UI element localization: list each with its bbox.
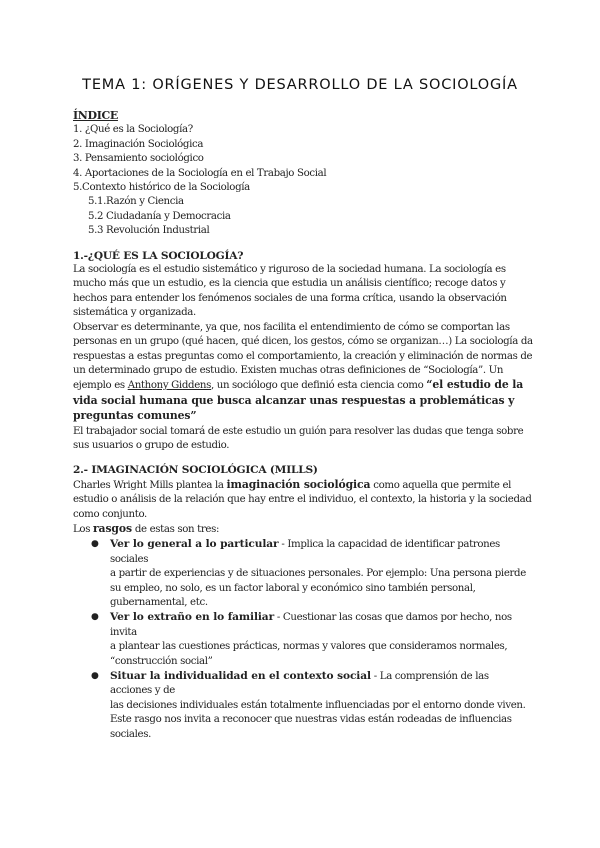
bullet-icon: ● [91, 539, 99, 550]
index-subitem: 5.2 Ciudadanía y Democracia [88, 210, 231, 222]
bullet-icon: ● [91, 671, 99, 682]
paragraph-text: como aquella que permite el estudio o análisis de la relación que hay entre el individuo, el contexto, la historia y la sociedad como conjunto. [73, 479, 532, 520]
bullet-first-line [110, 669, 533, 699]
section-1-paragraph-3: El trabajador social tomará de este estudio un guión para resolver las dudas que tenga sobre sus usuarios o grupo de estudio. [73, 425, 524, 451]
paragraph-text: de estas son tres: [131, 523, 220, 535]
bullet-text: - Cuestionar las cosas que damos por hecho, nos invita [110, 612, 512, 638]
index-item: 2. Imaginación Sociológica [73, 138, 204, 150]
paragraph-text: Observar es determinante, ya que, nos facilita el entendimiento de cómo se comportan las personas en un grupo (qué hacen, qué dicen, los gestos, cómo se organizan…) La sociología da respuestas a estas preguntas como el comportamiento, la creación y eliminación de normas de un determinado grupo de estudio. Existen muchas otras definiciones de “Sociología”. Un ejemplo es [73, 321, 533, 392]
bullet-title: Ver lo general a lo particular [110, 538, 279, 551]
index-item: 5.Contexto histórico de la Sociología [73, 182, 250, 194]
section-2-heading: 2.- IMAGINACIÓN SOCIOLÓGICA (MILLS) [73, 464, 318, 477]
bullet-text: - Implica la capacidad de identificar patrones sociales [110, 539, 500, 565]
definition-quote: “el estudio de la vida social humana que busca alcanzar unas respuestas a problemáticas y preguntas comunes” [73, 378, 524, 423]
giddens-link[interactable]: Anthony Giddens [127, 380, 211, 392]
bullet-continuation: Este rasgo nos invita a reconocer que nuestras vidas están rodeadas de influencias sociales. [110, 714, 512, 740]
list-item [73, 537, 533, 610]
section-1-paragraph-1: La sociología es el estudio sistemático y riguroso de la sociedad humana. La sociología es mucho más que un estudio, es la ciencia que estudia un análisis científico; recoge datos y hechos para entender los fenómenos sociales de una forma crítica, usando la observación sistemática y organizada. [73, 264, 507, 319]
traits-list [73, 537, 533, 742]
index-item: 4. Aportaciones de la Sociología en el Trabajo Social [73, 167, 327, 179]
key-term: rasgos [92, 521, 132, 535]
paragraph-text: Los [73, 523, 93, 535]
document-title: TEMA 1: ORÍGENES Y DESARROLLO DE LA SOCIOLOGÍA [82, 77, 518, 93]
index-subitem: 5.3 Revolución Industrial [88, 225, 210, 237]
bullet-text: - La comprensión de las acciones y de [110, 671, 489, 697]
bullet-first-line [110, 610, 533, 640]
bullet-icon: ● [91, 612, 99, 623]
paragraph-text: , un sociólogo que definió esta ciencia como [210, 380, 427, 392]
bullet-title: Ver lo extraño en lo familiar [110, 611, 275, 624]
index-subitem: 5.1.Razón y Ciencia [88, 196, 184, 208]
bullet-title: Situar la individualidad en el contexto social [110, 670, 371, 683]
bullet-continuation: a partir de experiencias y de situaciones personales. Por ejemplo: Una persona pierde su empleo, no solo, es un factor laboral y económico sino también personal, gubernamental, etc. [110, 568, 526, 608]
key-term: imaginación sociológica [226, 477, 371, 491]
index-item: 1. ¿Qué es la Sociología? [73, 124, 193, 136]
list-item [73, 669, 533, 742]
bullet-continuation: a plantear las cuestiones prácticas, normas y valores que consideramos normales, “construcción social” [110, 641, 508, 667]
section-1-paragraph-2 [73, 321, 533, 425]
bullet-continuation: las decisiones individuales están totalmente influenciadas por el entorno donde viven. [110, 699, 526, 711]
bullet-first-line [110, 537, 533, 567]
index-heading: ÍNDICE [73, 109, 118, 122]
list-item [73, 610, 533, 669]
section-2-paragraph-2 [73, 522, 533, 537]
section-2-paragraph-1 [73, 478, 533, 522]
index-item: 3. Pensamiento sociológico [73, 153, 204, 165]
document-body [73, 109, 533, 742]
section-1-heading: 1.-¿QUÉ ES LA SOCIOLOGÍA? [73, 249, 244, 262]
paragraph-text: Charles Wright Mills plantea la [73, 479, 227, 491]
